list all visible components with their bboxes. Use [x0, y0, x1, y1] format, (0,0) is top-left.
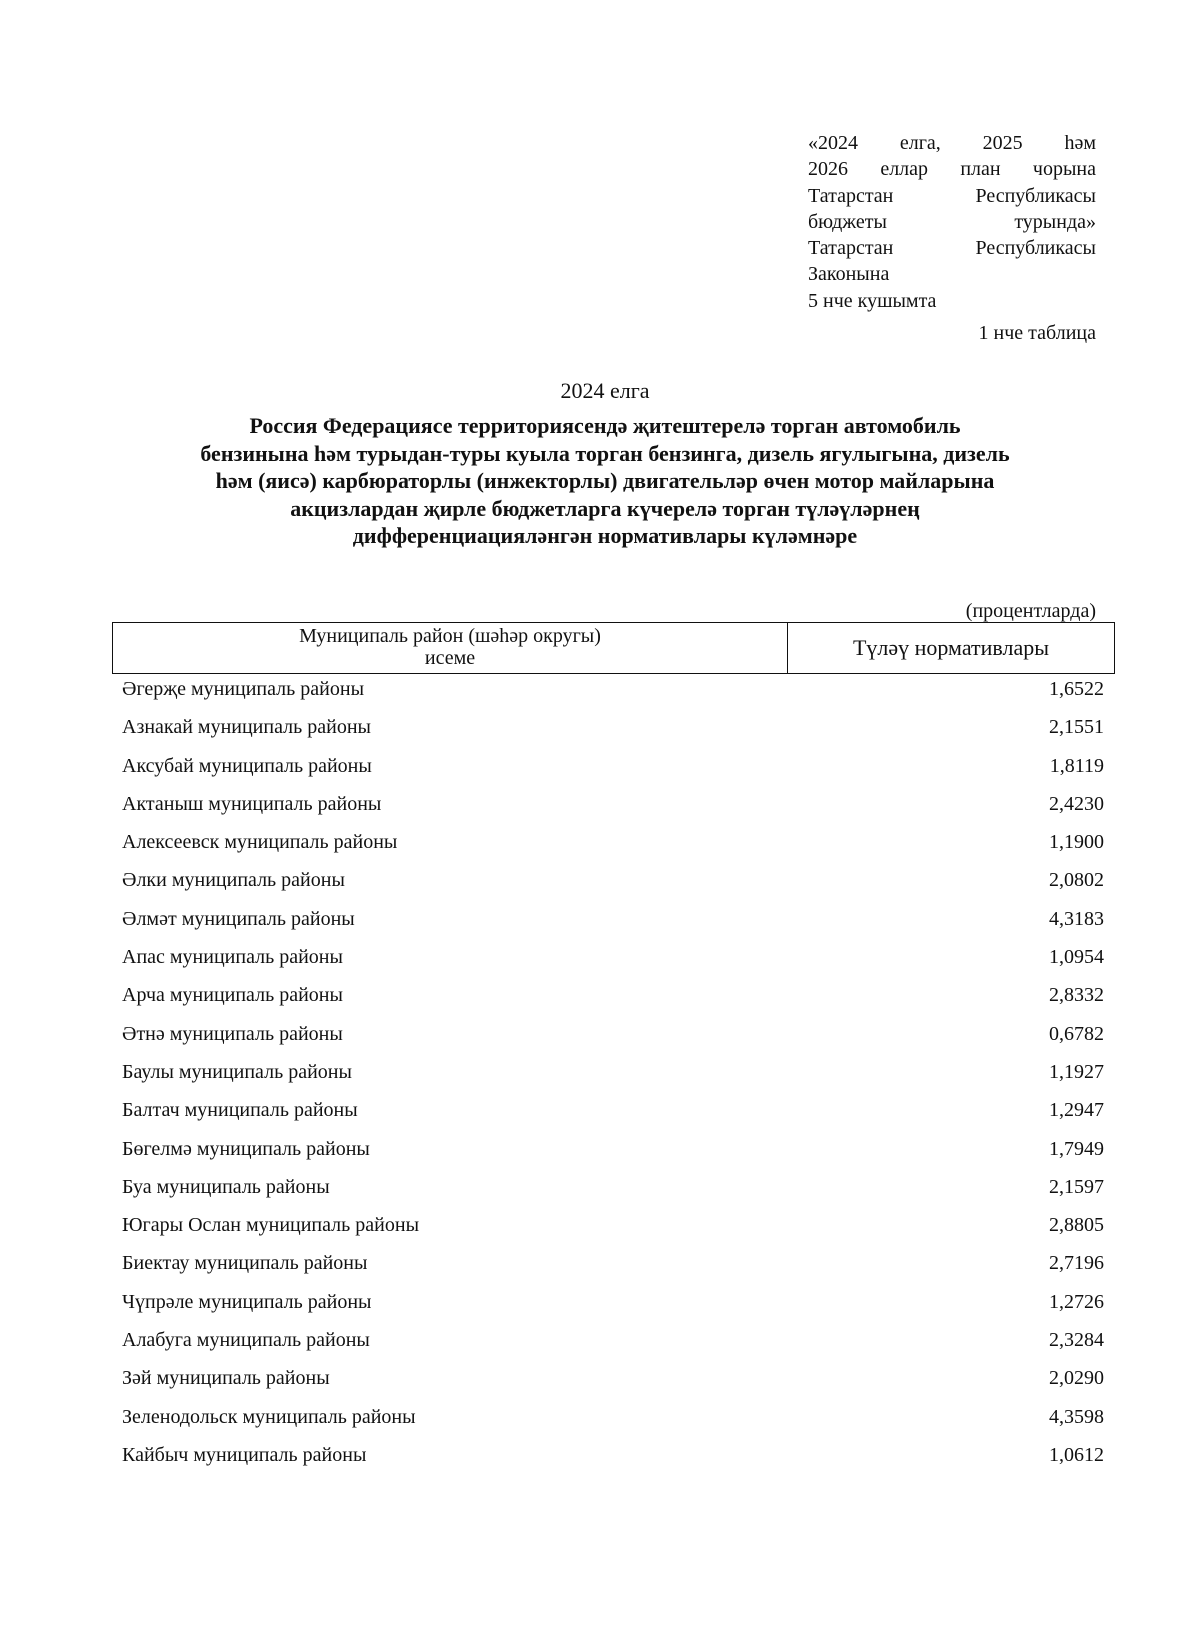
units-label: (процентларда): [965, 600, 1096, 622]
rate-value: 1,8119: [1049, 754, 1104, 777]
table-row: [122, 1176, 1104, 1214]
document-title: [110, 412, 1100, 550]
table-row: [122, 946, 1104, 984]
table-row: [122, 1367, 1104, 1405]
rate-value: 2,0290: [1049, 1367, 1104, 1390]
table-row: [122, 1329, 1104, 1367]
rate-value: 1,6522: [1049, 678, 1104, 700]
title-line: акцизлардан җирле бюджетларга күчерелә торган түләүләрнең: [290, 495, 920, 521]
year-heading: 2024 елга: [560, 378, 650, 403]
table-number: 1 нче таблица: [978, 322, 1096, 344]
district-name: Бөгелмә муниципаль районы: [122, 1137, 370, 1160]
appendix-line: Законына: [808, 263, 890, 286]
district-name: Әгерҗе муниципаль районы: [122, 678, 365, 700]
table-row: [122, 1406, 1104, 1444]
title-line: һәм (яисә) карбюраторлы (инжекторлы) двигательләр өчен мотор майларына: [215, 468, 995, 493]
rate-value: 2,8332: [1049, 984, 1104, 1007]
table-row: [122, 1444, 1104, 1482]
table-row: [122, 1214, 1104, 1252]
rate-value: 2,0802: [1049, 869, 1104, 892]
district-name: Апас муниципаль районы: [122, 946, 343, 969]
rate-value: 2,7196: [1049, 1252, 1104, 1275]
district-name: Югары Ослан муниципаль районы: [122, 1214, 420, 1237]
district-name: Алабуга муниципаль районы: [122, 1329, 370, 1352]
rate-value: 1,7949: [1049, 1137, 1104, 1160]
table-row: [122, 678, 1104, 716]
header-district-name: [113, 623, 788, 673]
rate-value: 2,4230: [1049, 792, 1104, 815]
table-row: [122, 1138, 1104, 1176]
table-row: [122, 1291, 1104, 1329]
header-district-line: исеме: [424, 647, 476, 669]
rate-value: 1,0954: [1049, 946, 1104, 969]
district-name: Балтач муниципаль районы: [122, 1099, 358, 1122]
rate-value: 0,6782: [1049, 1022, 1104, 1045]
appendix-line: Татарстан Республикасы: [808, 237, 1096, 260]
table-header: [112, 622, 1115, 674]
table-body: [122, 678, 1104, 1482]
district-name: Кайбыч муниципаль районы: [122, 1443, 367, 1466]
rate-value: 1,2947: [1049, 1099, 1104, 1122]
district-name: Биектау муниципаль районы: [122, 1252, 368, 1275]
rate-value: 2,1551: [1049, 716, 1104, 739]
district-name: Әлки муниципаль районы: [122, 869, 345, 892]
title-line: Россия Федерациясе территориясендә җитештерелә торган автомобиль: [249, 413, 961, 438]
district-name: Чүпрәле муниципаль районы: [122, 1290, 372, 1313]
table-row: [122, 1252, 1104, 1290]
table-row: [122, 984, 1104, 1022]
rate-value: 1,2726: [1049, 1290, 1104, 1313]
rate-value: 1,1900: [1049, 831, 1104, 854]
district-name: Арча муниципаль районы: [122, 984, 343, 1007]
rate-value: 2,8805: [1049, 1214, 1104, 1237]
header-district-line: Муниципаль район (шәһәр округы): [299, 625, 601, 647]
header-rate: Түләү нормативлары: [852, 635, 1050, 660]
appendix-line: «2024 елга, 2025 һәм: [808, 132, 1096, 154]
district-name: Әлмәт муниципаль районы: [122, 907, 355, 930]
rate-value: 4,3183: [1049, 907, 1104, 930]
district-name: Баулы муниципаль районы: [122, 1060, 352, 1083]
table-row: [122, 1099, 1104, 1137]
table-row: [122, 869, 1104, 907]
appendix-line: 2026 еллар план чорына: [808, 158, 1096, 181]
table-row: [122, 1023, 1104, 1061]
table-row: [122, 755, 1104, 793]
table-row: [122, 793, 1104, 831]
district-name: Әтнә муниципаль районы: [122, 1022, 343, 1045]
district-name: Аксубай муниципаль районы: [122, 754, 372, 777]
appendix-line: бюджеты турында»: [808, 210, 1096, 233]
rate-value: 2,1597: [1049, 1175, 1104, 1198]
appendix-line: Татарстан Республикасы: [808, 184, 1096, 207]
appendix-line: 5 нче кушымта: [808, 289, 937, 312]
appendix-reference: [808, 130, 1096, 314]
table-row: [122, 1061, 1104, 1099]
table-row: [122, 908, 1104, 946]
district-name: Азнакай муниципаль районы: [122, 716, 371, 739]
rate-value: 2,3284: [1049, 1329, 1104, 1352]
title-line: бензинына һәм турыдан-туры куыла торган бензинга, дизель ягулыгына, дизель: [200, 440, 1010, 466]
rate-value: 1,0612: [1049, 1443, 1104, 1466]
rate-value: 1,1927: [1049, 1060, 1104, 1083]
district-name: Алексеевск муниципаль районы: [122, 831, 398, 854]
title-line: дифференциацияләнгән нормативлары күләмнәре: [352, 523, 858, 548]
district-name: Зеленодольск муниципаль районы: [122, 1405, 416, 1428]
district-name: Зәй муниципаль районы: [122, 1367, 330, 1390]
table-row: [122, 716, 1104, 754]
district-name: Буа муниципаль районы: [122, 1175, 330, 1198]
table-row: [122, 831, 1104, 869]
rate-value: 4,3598: [1049, 1405, 1104, 1428]
district-name: Актаныш муниципаль районы: [122, 792, 382, 815]
